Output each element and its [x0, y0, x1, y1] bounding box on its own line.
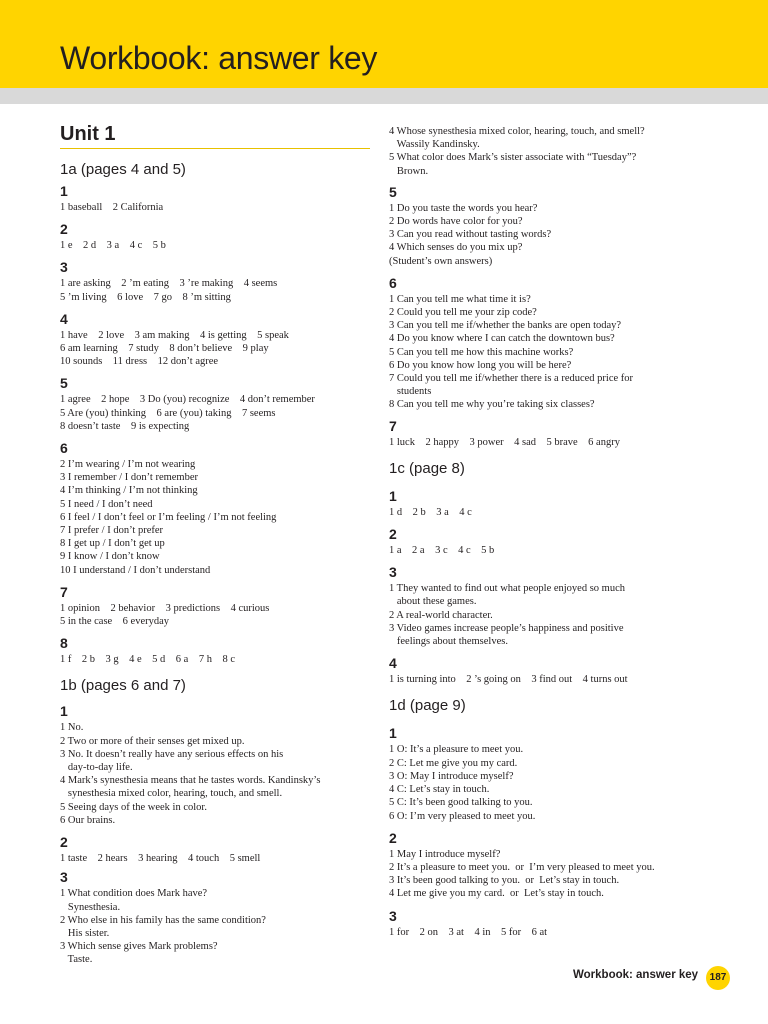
- answer-line: 4 Whose synesthesia mixed color, hearing, touch, and smell?: [389, 126, 645, 137]
- answer-line: 10 sounds 11 dress 12 don’t agree: [60, 356, 219, 368]
- exercise-number: 5: [60, 375, 68, 392]
- exercise-answers: [60, 393, 370, 433]
- answer-line: 4 Do you know where I can catch the downtown bus?: [389, 333, 615, 345]
- exercise-answers: [60, 329, 370, 369]
- exercise-number: 4: [60, 310, 68, 327]
- answer-line: 3 Can you tell me if/whether the banks are open today?: [389, 320, 622, 332]
- answer-line: 3 No. It doesn’t really have any serious effects on his: [60, 748, 284, 760]
- exercise-number: 3: [389, 907, 397, 924]
- exercise-answers: [389, 544, 719, 557]
- answer-line: 8 Can you tell me why you’re taking six classes?: [389, 399, 595, 411]
- answer-line: 5 Seeing days of the week in color.: [60, 801, 207, 813]
- answer-line: 2 Do words have color for you?: [389, 216, 523, 228]
- footer-label: Workbook: answer key: [573, 969, 699, 981]
- answer-line: 1 Do you taste the words you hear?: [389, 202, 538, 214]
- exercise-answers: [389, 582, 719, 648]
- section-title-1d: 1d (page 9): [389, 697, 466, 715]
- answer-line: 1 No.: [60, 722, 84, 734]
- exercise-answers: [389, 743, 719, 822]
- left-column: [60, 118, 370, 967]
- exercise-answers: [389, 436, 719, 449]
- answer-line: 9 I know / I don’t know: [60, 551, 160, 563]
- page-number-badge: 187: [706, 966, 730, 990]
- answer-line: 4 Mark’s synesthesia means that he tastes words. Kandinsky’s: [60, 775, 321, 787]
- exercise-answers: [60, 458, 370, 577]
- answer-line: Wassily Kandinsky.: [389, 139, 480, 151]
- answer-line: 1 a 2 a 3 c 4 c 5 b: [389, 545, 495, 557]
- exercise-answers: [60, 602, 370, 628]
- page-title: Workbook: answer key: [60, 40, 378, 76]
- answer-line: about these games.: [389, 596, 477, 608]
- answer-line: 3 It’s been good talking to you. or Let’s stay in touch.: [389, 875, 620, 887]
- answer-line: 1 May I introduce myself?: [389, 848, 501, 860]
- answer-line: 2 C: Let me give you my card.: [389, 757, 518, 769]
- answer-line: 1 What condition does Mark have?: [60, 888, 208, 900]
- exercise-answers: [389, 926, 719, 939]
- exercise-number: 2: [60, 221, 68, 238]
- exercise-answers: [60, 277, 370, 303]
- exercise-answers: [60, 239, 370, 252]
- header-divider-band: [0, 88, 768, 104]
- answer-line: 8 doesn’t taste 9 is expecting: [60, 420, 190, 432]
- exercise-answers: [389, 673, 719, 686]
- answer-line: 1 f 2 b 3 g 4 e 5 d 6 a 7 h 8 c: [60, 654, 235, 666]
- right-column: [389, 125, 719, 939]
- answer-line: 2 It’s a pleasure to meet you. or I’m very pleased to meet you.: [389, 861, 655, 873]
- answer-line: 5 ’m living 6 love 7 go 8 ’m sitting: [60, 291, 231, 303]
- unit-title: Unit 1: [60, 123, 370, 149]
- answer-line: 1 baseball 2 California: [60, 202, 164, 213]
- answer-line: Synesthesia.: [60, 901, 121, 913]
- exercise-answers-continued: [389, 125, 719, 178]
- answer-line: 10 I understand / I don’t understand: [60, 564, 211, 576]
- answer-line: 4 Which senses do you mix up?: [389, 242, 523, 254]
- exercise-number: 3: [60, 259, 68, 276]
- exercise-number: 4: [389, 655, 397, 672]
- exercise-number: 7: [60, 583, 68, 600]
- exercise-number: 1: [60, 183, 68, 199]
- exercise-answers: [60, 201, 370, 214]
- exercise-number: 2: [389, 829, 397, 846]
- exercise-number: 2: [60, 834, 68, 851]
- answer-line: 1 d 2 b 3 a 4 c: [389, 506, 472, 518]
- answer-line: Brown.: [389, 165, 429, 177]
- section-title-1b: 1b (pages 6 and 7): [60, 677, 186, 695]
- answer-line: 3 I remember / I don’t remember: [60, 472, 199, 484]
- answer-line: 1 They wanted to find out what people enjoyed so much: [389, 583, 626, 595]
- answer-line: 2 Who else in his family has the same condition?: [60, 914, 266, 926]
- exercise-answers: [389, 202, 719, 268]
- answer-line: Taste.: [60, 954, 93, 966]
- exercise-number: 2: [389, 526, 397, 543]
- answer-line: 5 Can you tell me how this machine works?: [389, 346, 574, 358]
- answer-line: 4 I’m thinking / I’m not thinking: [60, 485, 198, 497]
- answer-line: 1 for 2 on 3 at 4 in 5 for 6 at: [389, 926, 548, 938]
- exercise-answers: [60, 721, 370, 827]
- answer-line: 1 taste 2 hears 3 hearing 4 touch 5 smell: [60, 853, 261, 865]
- exercise-number: 3: [60, 869, 68, 886]
- answer-line: feelings about themselves.: [389, 636, 508, 648]
- answer-line: 6 O: I’m very pleased to meet you.: [389, 810, 536, 822]
- answer-line: 2 Two or more of their senses get mixed up.: [60, 735, 245, 747]
- answer-line: 6 I feel / I don’t feel or I’m feeling / I’m not feeling: [60, 511, 277, 523]
- exercise-number: 7: [389, 417, 397, 434]
- exercise-answers: [60, 852, 370, 865]
- answer-line: 4 Let me give you my card. or Let’s stay in touch.: [389, 888, 604, 900]
- answer-line: 1 luck 2 happy 3 power 4 sad 5 brave 6 angry: [389, 436, 620, 448]
- exercise-answers: [60, 887, 370, 966]
- answer-line: 1 is turning into 2 ’s going on 3 find out 4 turns out: [389, 674, 628, 686]
- exercise-answers: [389, 506, 719, 519]
- answer-line: 3 O: May I introduce myself?: [389, 770, 514, 782]
- exercise-number: 5: [389, 183, 397, 200]
- answer-line: 1 opinion 2 behavior 3 predictions 4 curious: [60, 602, 270, 614]
- exercise-number: 6: [60, 440, 68, 457]
- exercise-number: 1: [60, 703, 68, 720]
- answer-line: 1 have 2 love 3 am making 4 is getting 5 speak: [60, 329, 289, 341]
- answer-line: 1 O: It’s a pleasure to meet you.: [389, 744, 524, 756]
- exercise-answers: [389, 293, 719, 412]
- exercise-answers: [60, 653, 370, 666]
- answer-line: day-to-day life.: [60, 762, 133, 774]
- exercise-number: 6: [389, 274, 397, 291]
- answer-line: 3 Which sense gives Mark problems?: [60, 941, 218, 953]
- answer-line: synesthesia mixed color, hearing, touch, and smell.: [60, 788, 283, 800]
- exercise-number: 3: [389, 564, 397, 581]
- answer-line: 1 agree 2 hope 3 Do (you) recognize 4 don’t remember: [60, 394, 315, 406]
- answer-line: 1 are asking 2 ’m eating 3 ’re making 4 seems: [60, 278, 278, 290]
- answer-line: 4 C: Let’s stay in touch.: [389, 784, 490, 796]
- answer-line: His sister.: [60, 927, 110, 939]
- section-title-1a: 1a (pages 4 and 5): [60, 161, 186, 178]
- answer-line: 7 I prefer / I don’t prefer: [60, 525, 164, 537]
- answer-line: 5 Are (you) thinking 6 are (you) taking 7 seems: [60, 407, 276, 419]
- answer-line: 6 Do you know how long you will be here?: [389, 359, 572, 371]
- answer-line: 5 I need / I don’t need: [60, 498, 153, 510]
- exercise-number: 8: [60, 635, 68, 652]
- answer-line: 2 Could you tell me your zip code?: [389, 307, 537, 319]
- answer-line: 6 Our brains.: [60, 814, 116, 826]
- answer-line: 3 Can you read without tasting words?: [389, 229, 552, 241]
- answer-line: 8 I get up / I don’t get up: [60, 538, 165, 550]
- answer-line: 5 C: It’s been good talking to you.: [389, 797, 533, 809]
- exercise-number: 1: [389, 487, 397, 504]
- answer-line: 5 in the case 6 everyday: [60, 616, 170, 628]
- exercise-answers: [389, 848, 719, 901]
- answer-line: 2 A real-world character.: [389, 609, 493, 621]
- answer-line: students: [389, 386, 432, 398]
- answer-line: (Student’s own answers): [389, 255, 493, 267]
- answer-line: 3 Video games increase people’s happiness and positive: [389, 622, 624, 634]
- answer-line: 1 e 2 d 3 a 4 c 5 b: [60, 240, 166, 252]
- answer-line: 1 Can you tell me what time it is?: [389, 293, 531, 305]
- exercise-number: 1: [389, 725, 397, 742]
- section-title-1c: 1c (page 8): [389, 459, 465, 477]
- answer-line: 6 am learning 7 study 8 don’t believe 9 play: [60, 343, 269, 355]
- answer-line: 2 I’m wearing / I’m not wearing: [60, 459, 196, 471]
- answer-line: 5 What color does Mark’s sister associate with “Tuesday”?: [389, 152, 637, 164]
- answer-line: 7 Could you tell me if/whether there is a reduced price for: [389, 373, 634, 385]
